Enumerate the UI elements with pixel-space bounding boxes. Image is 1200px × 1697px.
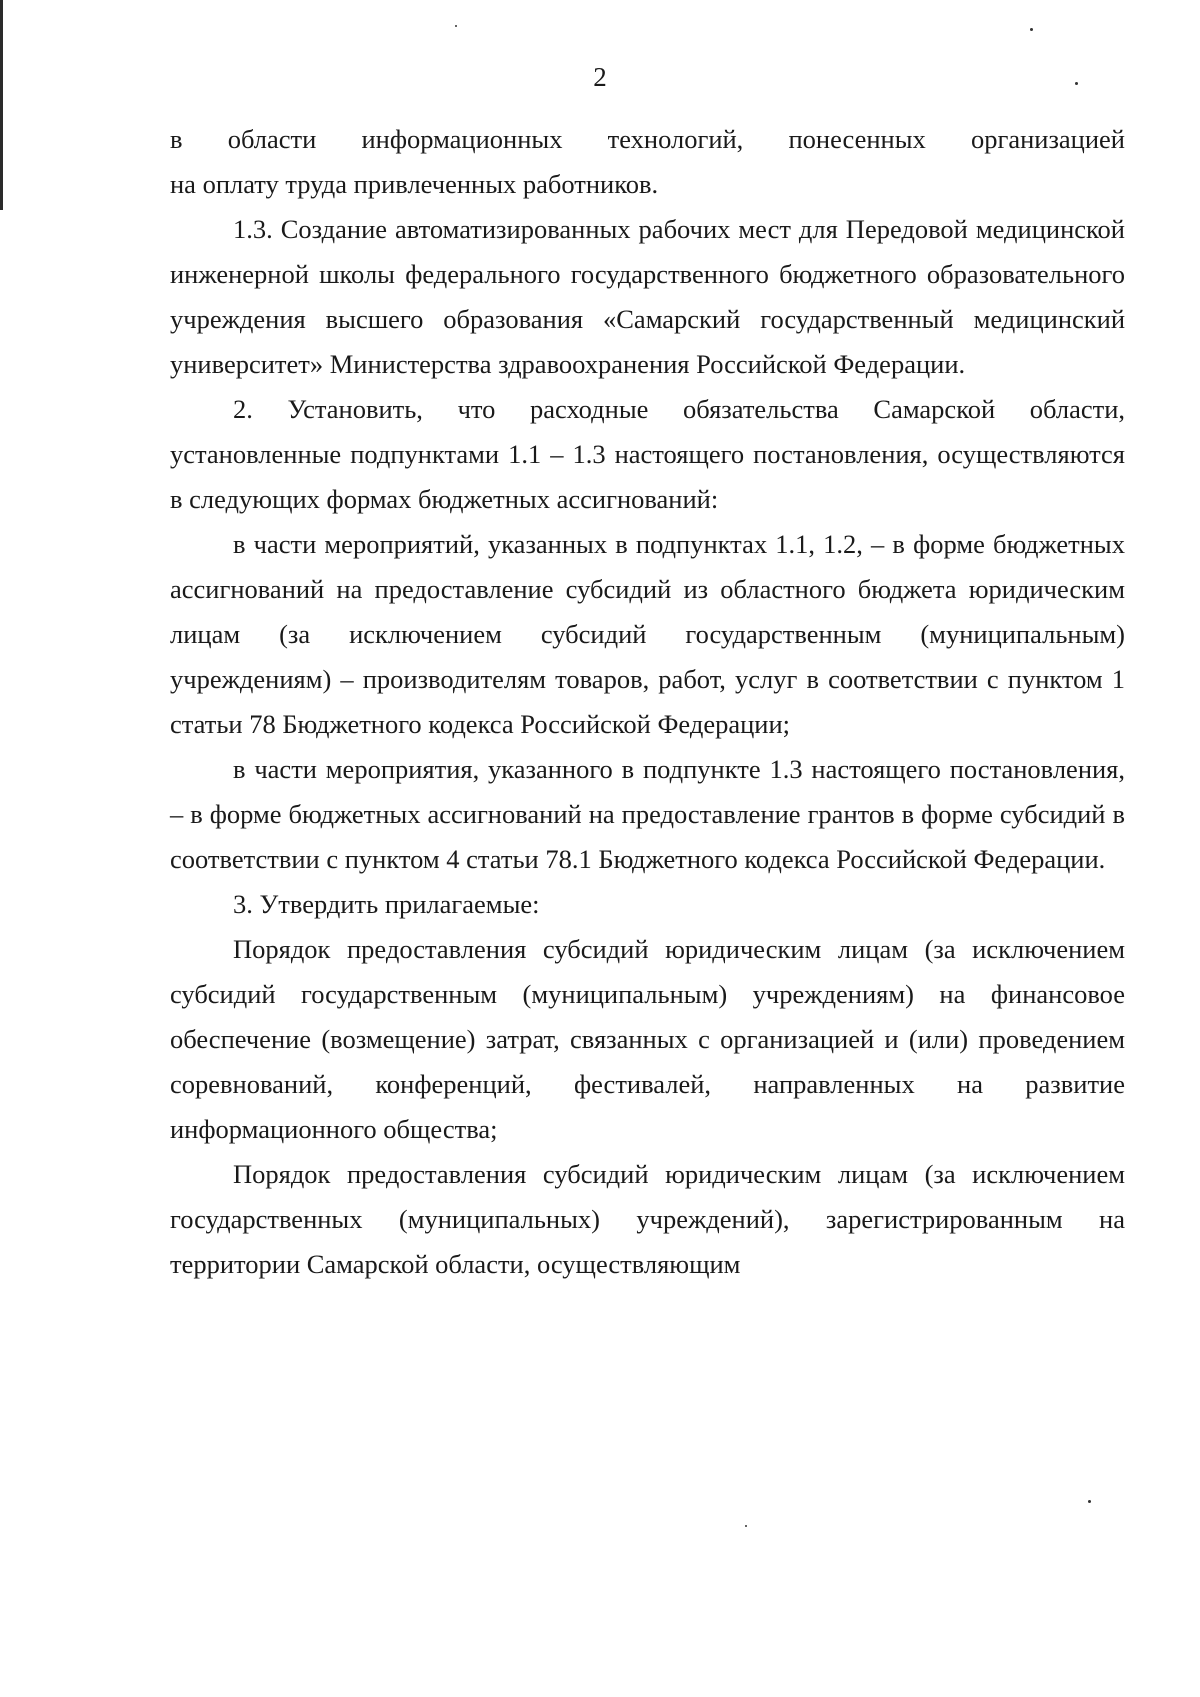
document-body <box>170 117 1125 1287</box>
text-line: осуществляются в следующих формах бюджетных ассигнований: <box>170 439 1125 514</box>
scan-edge-mark <box>0 0 3 210</box>
text-line: в части мероприятия, указанного в подпункте 1.3 настоящего <box>233 754 950 784</box>
text-line: учреждениям) на финансовое обеспечение (возмещение) затрат, связанных <box>170 979 1125 1054</box>
text-line: Порядок предоставления субсидий юридическим лицам <box>233 934 925 964</box>
text-line: установленные подпунктами 1.1 – 1.3 настоящего постановления, <box>170 439 938 469</box>
paragraph-7 <box>170 927 1125 1152</box>
text-line: бюджетного образовательного учреждения высшего образования «Самарский <box>170 259 1126 334</box>
text-line: бюджетных ассигнований на предоставление субсидий из областного <box>170 529 1125 604</box>
paragraph-6 <box>170 882 1125 927</box>
page-number: 2 <box>593 62 607 92</box>
paragraph-3 <box>170 387 1125 522</box>
text-line: в области информационных технологий, понесенных организацией <box>170 124 1125 154</box>
paragraph-1 <box>170 117 1125 207</box>
text-line: Бюджетного кодекса Российской Федерации. <box>598 844 1106 874</box>
text-line: Порядок предоставления субсидий юридическим лицам <box>233 1159 925 1189</box>
paragraph-2 <box>170 207 1125 387</box>
text-line: медицинской инженерной школы федерального государственного <box>170 214 1125 289</box>
text-line: с организацией и (или) проведением соревнований, конференций, <box>170 1024 1125 1099</box>
text-line: на оплату труда привлеченных работников. <box>170 169 659 199</box>
scan-speck <box>745 1525 747 1527</box>
text-line: в соответствии с пунктом 1 статьи 78 Бюджетного кодекса Российской <box>170 664 1125 739</box>
text-line: фестивалей, направленных на развитие информационного общества; <box>170 1069 1125 1144</box>
text-line: 3. Утвердить прилагаемые: <box>233 889 540 919</box>
text-line: Федерации; <box>657 709 790 739</box>
text-line: бюджета юридическим лицам (за исключением субсидий государственным <box>170 574 1125 649</box>
paragraph-4 <box>170 522 1125 747</box>
scan-speck <box>455 25 457 27</box>
text-line: (за исключением субсидий государственным (муниципальным) <box>170 934 1125 1009</box>
text-line: в части мероприятий, указанных в подпунктах 1.1, 1.2, – в форме <box>233 529 994 559</box>
text-line: зарегистрированным на территории Самарской области, осуществляющим <box>170 1204 1125 1279</box>
text-line: грантов в форме субсидий в соответствии с пунктом 4 статьи 78.1 <box>170 799 1125 874</box>
text-line: постановления, – в форме бюджетных ассигнований на предоставление <box>170 754 1125 829</box>
text-line: 1.3. Создание автоматизированных рабочих мест для Передовой <box>233 214 976 244</box>
scan-speck <box>1030 28 1033 31</box>
paragraph-5 <box>170 747 1125 882</box>
text-line: 2. Установить, что расходные обязательства Самарской области, <box>233 394 1125 424</box>
text-line: (за исключением государственных (муниципальных) учреждений), <box>170 1159 1125 1234</box>
text-line: государственный медицинский университет» Министерства здравоохранения <box>170 304 1126 379</box>
scan-speck <box>1088 1500 1091 1503</box>
text-line: Российской Федерации. <box>696 349 966 379</box>
text-line: (муниципальным) учреждениям) – производителям товаров, работ, услуг <box>170 619 1125 694</box>
paragraph-8 <box>170 1152 1125 1287</box>
